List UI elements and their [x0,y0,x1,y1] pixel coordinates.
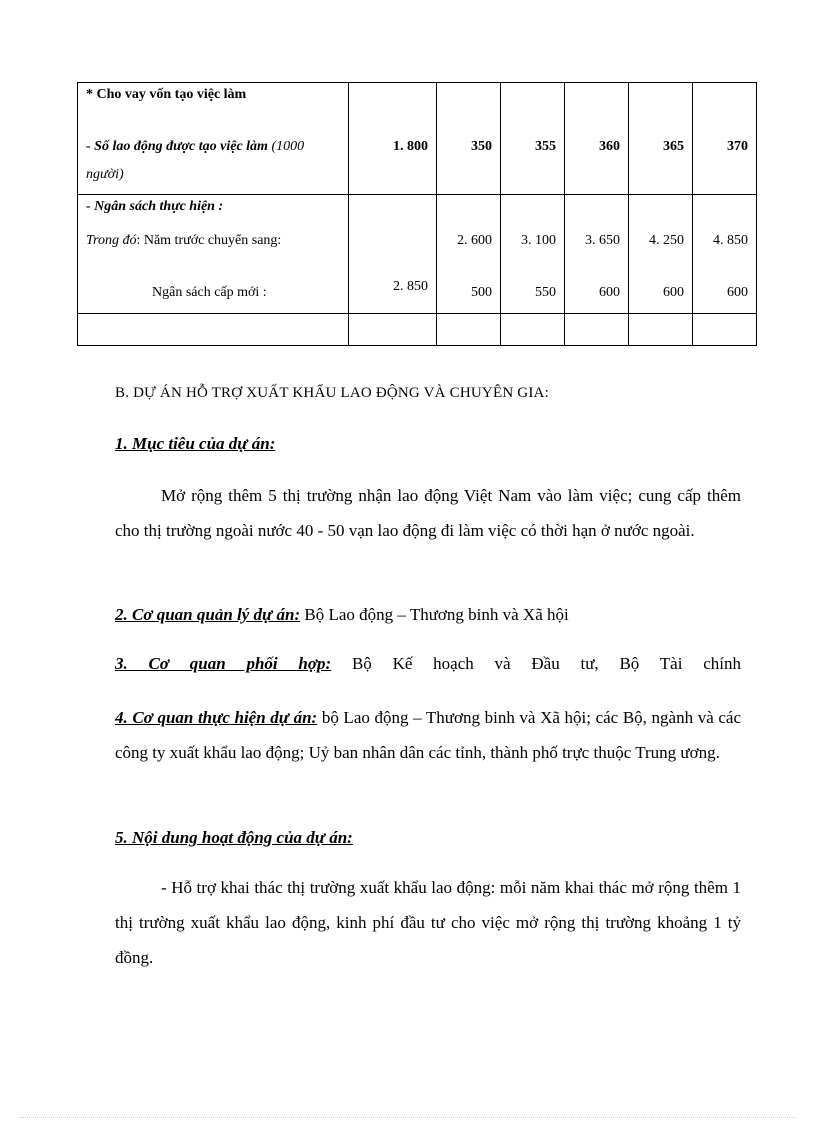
budget-table [77,82,757,346]
row-item-label [86,139,304,155]
cell-value: 3. 100 [521,233,556,248]
cell-value: 600 [727,285,748,300]
table-cell [349,83,437,195]
section-1-heading [115,434,275,454]
row-label-cell [78,195,349,314]
table-cell [629,83,693,195]
cell-value: 365 [663,139,684,154]
cell-value: 2. 600 [457,233,492,248]
section-2-text: Bộ Lao động – Thương binh và Xã hội [300,605,569,624]
cell-value: 500 [471,285,492,300]
table-cell [693,314,757,346]
section-5-text: - Hỗ trợ khai thác thị trường xuất khẩu lao động: mỗi năm khai thác mở rộng thêm 1 thị trường xuất khẩu lao động, kinh phí đầu tư cho việc mở rộng thị trường khoảng 1 tỷ đồng. [115,878,741,967]
page-footer-divider [20,1117,796,1118]
table-cell [565,314,629,346]
table-cell [437,83,501,195]
section-4-title: 4. Cơ quan thực hiện dự án: [115,708,318,727]
section-2-title: 2. Cơ quan quản lý dự án: [115,605,301,624]
table-cell [629,195,693,314]
cell-value: 360 [599,139,620,154]
table-cell [437,314,501,346]
row-item-unit-a: (1000 [267,139,305,154]
table-cell [629,314,693,346]
section-5-title: 5. Nội dung hoạt động của dự án: [115,828,353,847]
cell-value: 4. 250 [649,233,684,248]
section-3-title: 3. Cơ quan phối hợp: [115,654,332,673]
row-label-cell [78,83,349,195]
section-4-text: bộ Lao động – Thương binh và Xã hội; các Bộ, ngành và các công ty xuất khẩu lao động; Uỷ ban nhân dân các tỉnh, thành phố trực thuộc Trung ương. [115,708,741,762]
row-title: * Cho vay vốn tạo việc làm [86,87,247,102]
table-cell [349,195,437,314]
cell-value: 550 [535,285,556,300]
row-item-label-main: - Số lao động được tạo việc làm [86,139,268,154]
cell-value: 600 [599,285,620,300]
section-2-line [115,605,569,625]
table-cell [693,83,757,195]
cell-value: 350 [471,139,492,154]
section-5-heading [115,828,353,848]
row-sub1-rest: : Năm trước chuyển sang: [136,233,282,248]
section-3-line [115,654,741,674]
table-cell [349,314,437,346]
cell-value: 1. 800 [393,139,428,154]
table-row [78,195,757,314]
table-cell [501,195,565,314]
table-cell [565,195,629,314]
cell-value: 370 [727,139,748,154]
table-row-empty [78,314,757,346]
section-1-title: 1. Mục tiêu của dự án: [115,434,276,453]
section-3-text: Bộ Kế hoạch và Đầu tư, Bộ Tài chính [331,654,741,673]
row-sub1-label [86,233,281,249]
section-1-text: Mở rộng thêm 5 thị trường nhận lao động Việt Nam vào làm việc; cung cấp thêm cho thị trường ngoài nước 40 - 50 vạn lao động đi làm việc có thời hạn ở nước ngoài. [115,486,741,540]
table-cell [565,83,629,195]
table-cell [78,314,349,346]
table-cell [501,314,565,346]
row-title: - Ngân sách thực hiện : [86,199,224,214]
table-cell [437,195,501,314]
section-4-paragraph [115,700,741,770]
cell-value: 355 [535,139,556,154]
row-sub1-prefix: Trong đó [86,233,137,248]
table-cell [501,83,565,195]
cell-value: 3. 650 [585,233,620,248]
cell-value: 600 [663,285,684,300]
table-row [78,83,757,195]
section-heading-b: B. DỰ ÁN HỖ TRỢ XUẤT KHẨU LAO ĐỘNG VÀ CHUYÊN GIA: [115,385,549,401]
cell-value: 4. 850 [713,233,748,248]
cell-value: 2. 850 [393,279,428,294]
table-cell [693,195,757,314]
row-item-unit-b: người) [86,167,124,182]
row-sub2-label: Ngân sách cấp mới : [152,285,267,300]
